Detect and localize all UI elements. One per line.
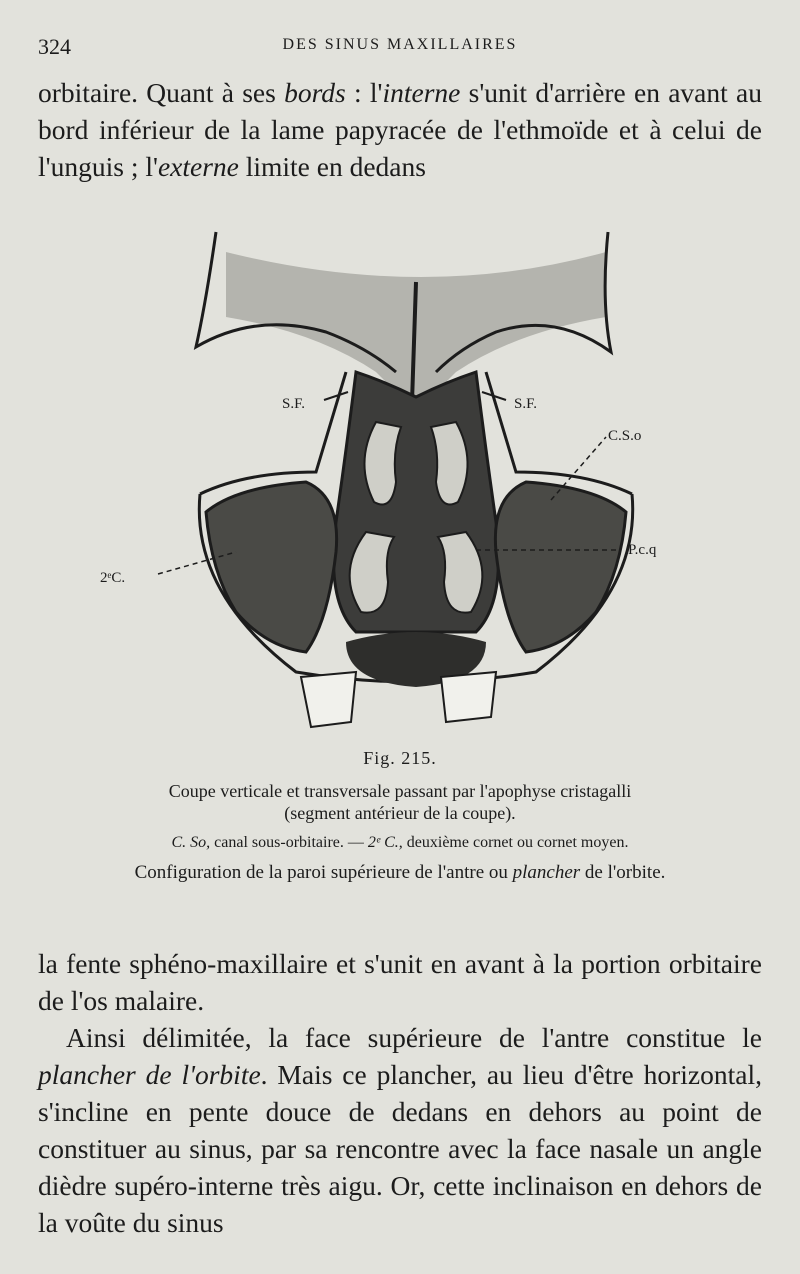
text-run: Ainsi délimitée, la face supérieure de l'antre constitue le (66, 1022, 762, 1053)
italic-run: externe (157, 151, 239, 182)
italic-run: interne (382, 77, 461, 108)
bottom-paragraph-1: la fente sphéno-maxillaire et s'unit en avant à la portion orbitaire de l'os malaire. (38, 948, 762, 1016)
italic-run: plancher de l'orbite (38, 1059, 261, 1090)
top-paragraph (38, 74, 762, 185)
sf-left-pointer (324, 392, 348, 400)
left-tooth (301, 672, 356, 727)
italic-run: plancher (512, 862, 581, 883)
figure-legend (38, 834, 762, 852)
text-run: deuxième cornet ou cornet moyen. (402, 834, 629, 851)
figure-illustration (96, 222, 736, 742)
caption-line-2: (segment antérieur de la coupe). (284, 803, 516, 823)
text-run: Configuration de la paroi supérieure de l'antre ou (134, 862, 513, 883)
text-run: orbitaire. Quant à ses (38, 77, 285, 108)
bottom-paragraph-2 (38, 1019, 762, 1241)
italic-run: C. So, (171, 834, 211, 851)
text-run: limite en dedans (238, 151, 426, 182)
page-header (38, 30, 762, 60)
right-tooth (441, 672, 496, 722)
anatomical-figure (96, 222, 736, 742)
right-maxillary-sinus (495, 482, 626, 652)
italic-run: bords (284, 77, 346, 108)
label-cso: C.S.o (608, 428, 642, 444)
text-run: de l'orbite. (580, 862, 666, 883)
left-maxillary-sinus (206, 482, 337, 652)
text-run: : l' (345, 77, 383, 108)
text-run: . Mais ce plancher, au lieu d'être horizontal, s'incline en pente douce de dedans en dehors au point de constituer au sinus, par sa rencontre avec la face nasale un angle dièdre supéro-interne très aigu. Or, cette inclinaison en dehors de la voûte du sinus (38, 1059, 762, 1238)
page-number: 324 (38, 34, 71, 59)
figure-caption (38, 780, 762, 824)
text-run: s'unit d'arrière en avant au bord inférieur de la lame papyracée de l'ethmoïde et à celui de l'unguis ; l' (38, 77, 762, 182)
label-pcq: P.c.q (628, 542, 657, 558)
figure-number: Fig. 215. (363, 748, 437, 768)
label-second-c: 2ᵉC. (100, 570, 126, 586)
text-run: canal sous-orbitaire. — (210, 834, 368, 851)
figure-extra-caption (38, 862, 762, 884)
running-head: DES SINUS MAXILLAIRES (282, 36, 518, 53)
label-sf-right: S.F. (514, 396, 537, 412)
italic-run: 2ᵉ C., (367, 834, 403, 851)
caption-line-1: Coupe verticale et transversale passant par l'apophyse cristagalli (168, 781, 632, 801)
label-sf-left: S.F. (282, 396, 305, 412)
